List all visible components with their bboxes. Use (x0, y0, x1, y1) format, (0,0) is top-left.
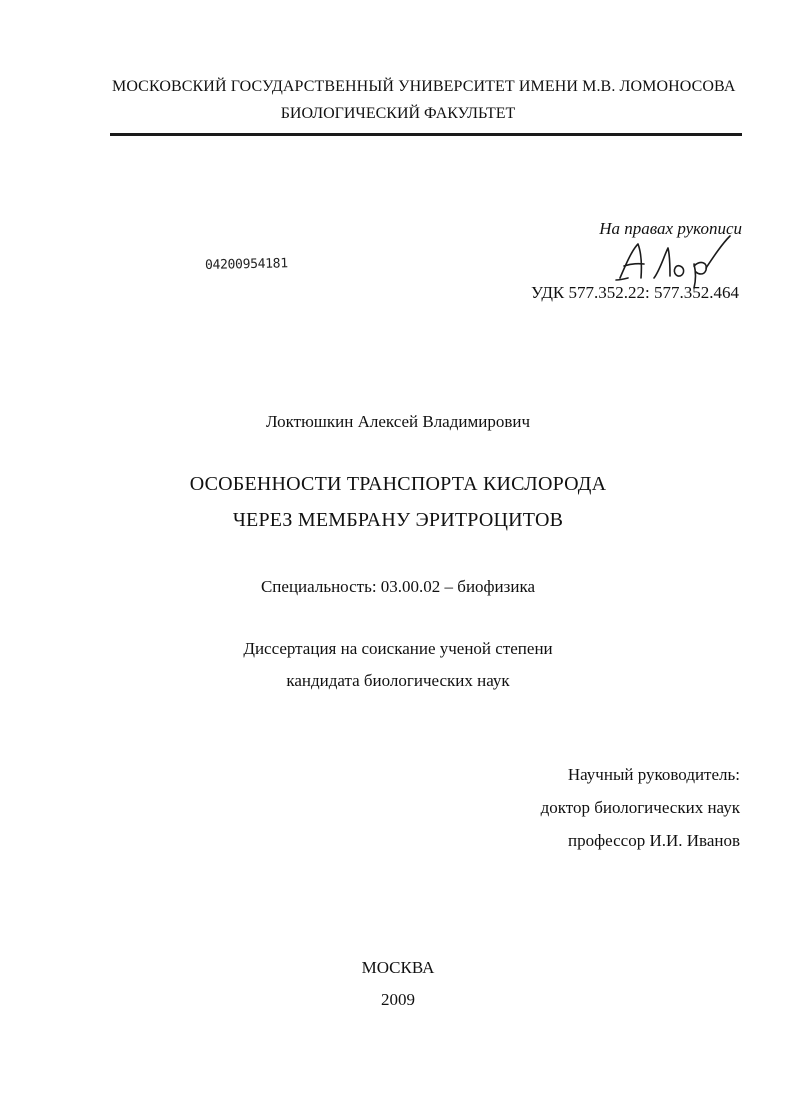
thesis-title-line-2: ЧЕРЕЗ МЕМБРАНУ ЭРИТРОЦИТОВ (232, 509, 564, 531)
inventory-stamp: 04200954181 (204, 256, 288, 273)
udk-code: УДК 577.352.22: 577.352.464 (531, 283, 739, 302)
specialty: Специальность: 03.00.02 – биофизика (260, 577, 536, 596)
author-name: Локтюшкин Алексей Владимирович (266, 412, 530, 431)
degree-line-2: кандидата биологических наук (286, 671, 510, 690)
signature-icon (614, 234, 734, 290)
degree-line-1: Диссертация на соискание ученой степени (243, 639, 553, 658)
faculty-name: БИОЛОГИЧЕСКИЙ ФАКУЛЬТЕТ (280, 105, 516, 122)
header-divider (110, 133, 742, 136)
supervisor-degree: доктор биологических наук (540, 798, 740, 817)
thesis-title-line-1: ОСОБЕННОСТИ ТРАНСПОРТА КИСЛОРОДА (189, 473, 607, 495)
city: МОСКВА (361, 958, 435, 977)
supervisor-name: профессор И.И. Иванов (568, 831, 740, 850)
supervisor-label: Научный руководитель: (567, 765, 740, 784)
university-name: МОСКОВСКИЙ ГОСУДАРСТВЕННЫЙ УНИВЕРСИТЕТ ИМЕНИ М.В. ЛОМОНОСОВА (112, 78, 736, 95)
year: 2009 (381, 990, 415, 1009)
rights-notice: На правах рукописи (599, 219, 742, 238)
